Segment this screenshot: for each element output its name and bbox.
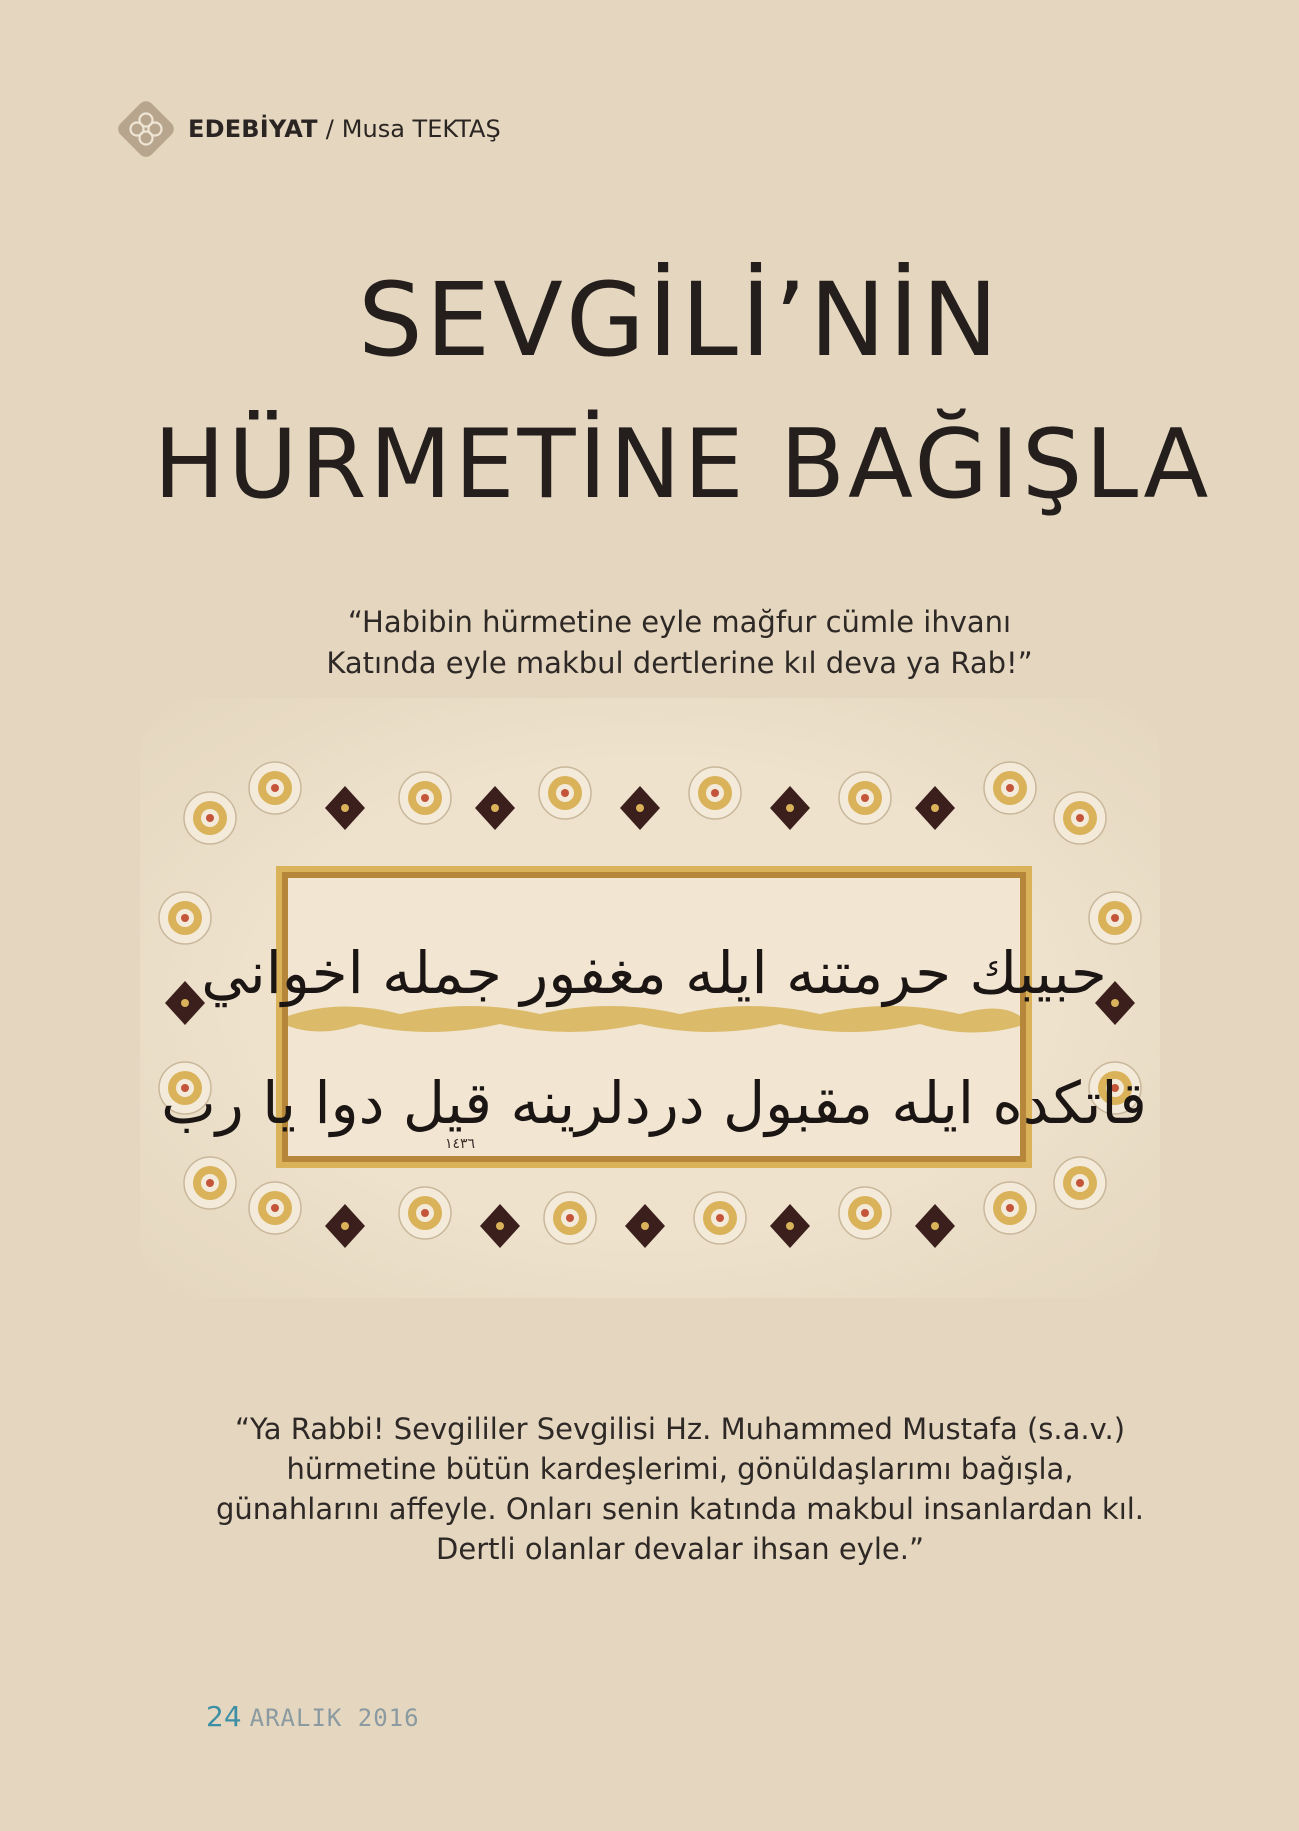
issue-date: ARALIK 2016 [249,1704,420,1732]
article-title-line-2: HÜRMETİNE BAĞIŞLA [153,410,1212,520]
page-number: 24 [206,1700,242,1733]
illumination-frame [140,698,1160,1298]
calligraphy-artwork [140,698,1160,1298]
verse-quote [30,602,1299,684]
verse-line-2: Katında eyle makbul dertlerine kıl deva ya Rab!” [326,646,1033,680]
bottom-border [184,1157,1106,1248]
author-name: Musa TEKTAŞ [341,115,501,143]
top-border [184,762,1106,844]
section-label: EDEBİYAT [188,115,318,143]
header-separator: / [325,115,334,143]
article-header [112,94,501,164]
calligraphy-line-2: قاتكده ايله مقبول دردلرينه قيل دوا يا رب [161,1069,1147,1137]
calligraphy-date: ١٤٣٦ [444,1136,476,1152]
quatrefoil-diamond-icon [112,95,180,163]
prayer-paragraph: “Ya Rabbi! Sevgililer Sevgilisi Hz. Muhammed Mustafa (s.a.v.) hürmetine bütün kardeşlerimi, gönüldaşlarımı bağışla, günahlarını affeyle. Onları senin katında makbul insanlardan kıl. Dertli olanlar devalar ihsan eyle.” [215,1412,1145,1566]
calligraphy-line-1: حبيبك حرمتنه ايله مغفور جمله اخواني [201,939,1107,1007]
page-footer [206,1700,420,1733]
verse-line-1: “Habibin hürmetine eyle mağfur cümle ihvanı [347,605,1012,639]
article-title-line-1: SEVGİLİ’NİN [357,261,1002,380]
